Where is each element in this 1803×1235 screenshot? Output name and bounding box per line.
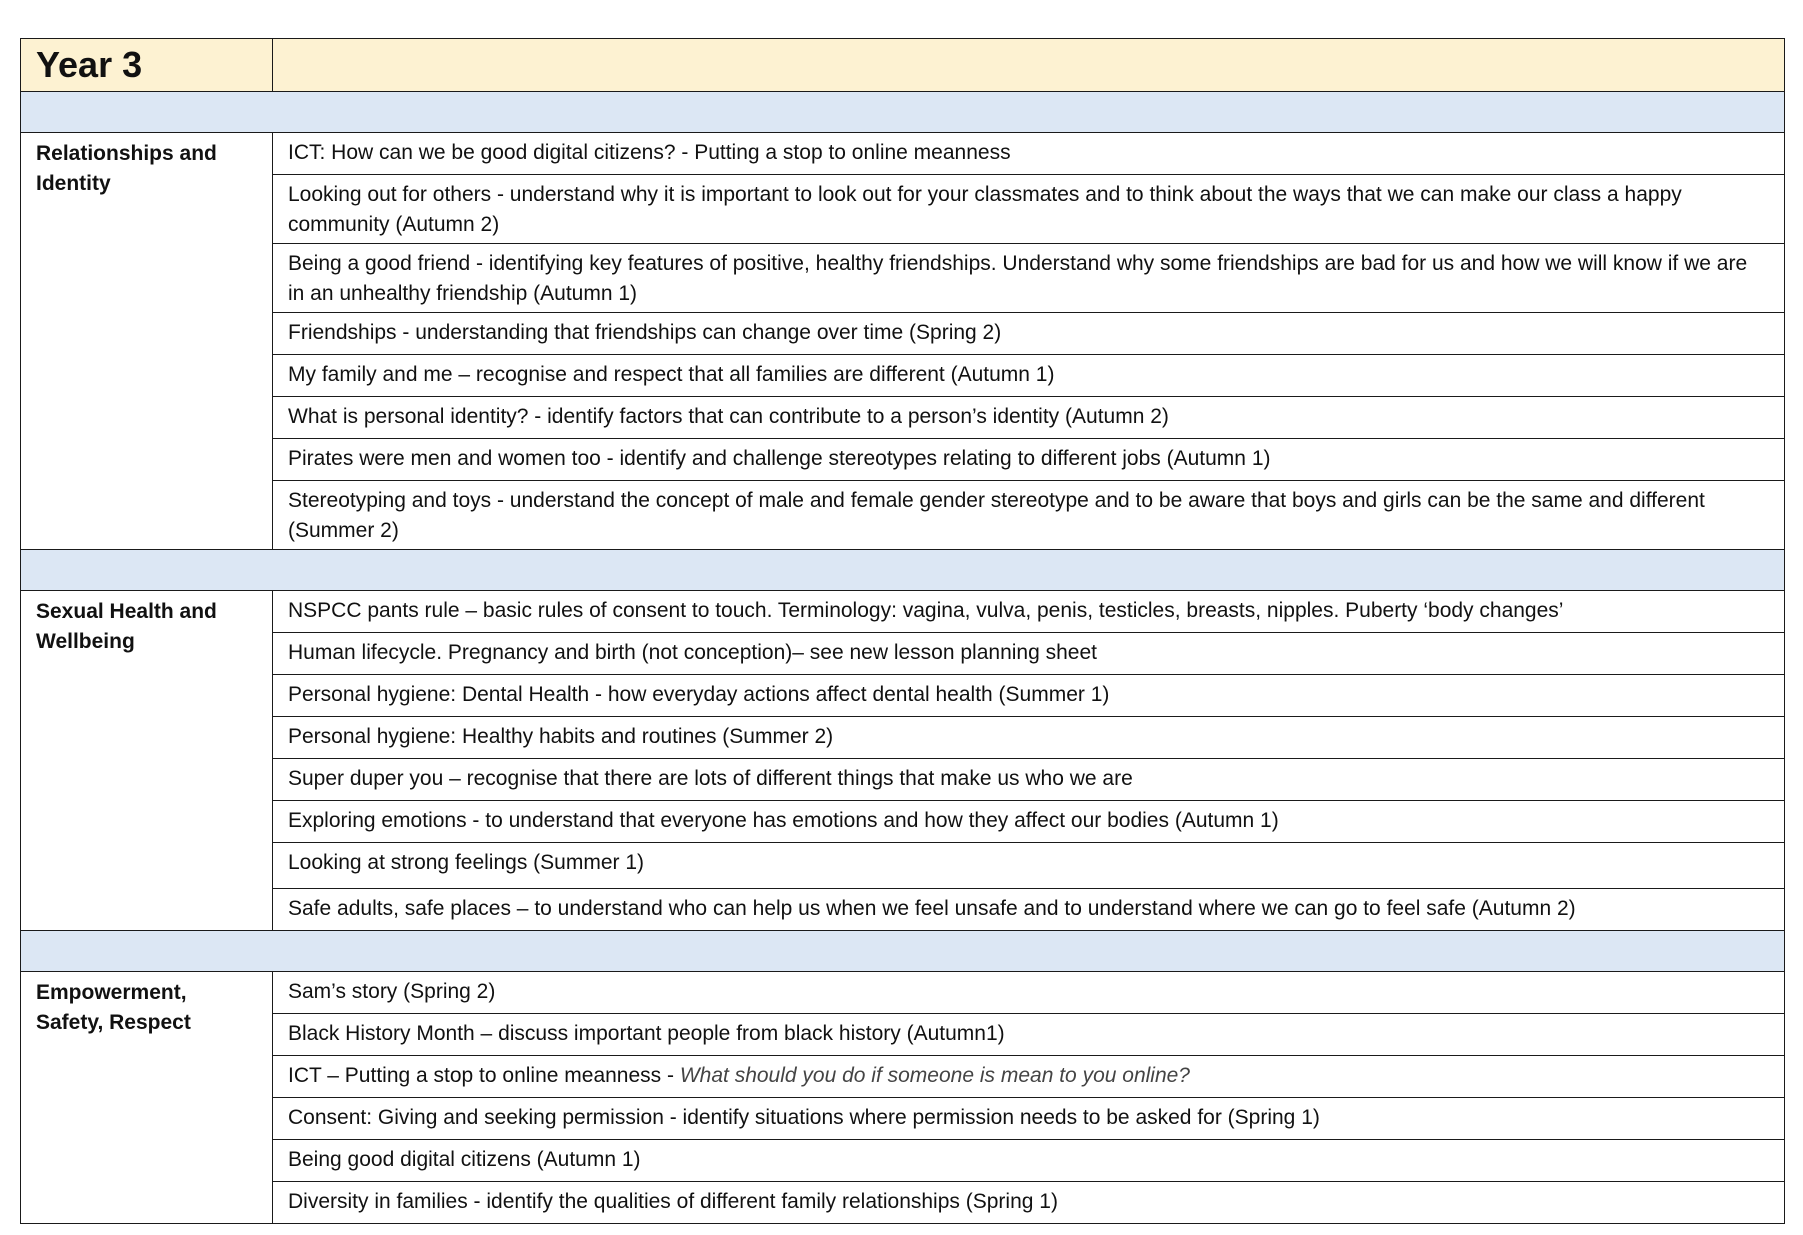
topic-cell: Being a good friend - identifying key features of positive, healthy friendships. Understand why some friendships are bad for us and how we will know if we are in an unhealthy friendship (Autumn 1) bbox=[273, 244, 1785, 313]
topic-cell: Looking at strong feelings (Summer 1) bbox=[273, 843, 1785, 889]
table-row bbox=[21, 972, 1785, 1014]
category-cell: Empowerment, Safety, Respect bbox=[21, 972, 273, 1224]
table-row bbox=[21, 1140, 1785, 1182]
table-row bbox=[21, 889, 1785, 931]
topic-cell: Stereotyping and toys - understand the concept of male and female gender stereotype and to be aware that boys and girls can be the same and different (Summer 2) bbox=[273, 481, 1785, 550]
topic-question: What should you do if someone is mean to you online? bbox=[679, 1064, 1190, 1087]
topic-cell: Friendships - understanding that friendships can change over time (Spring 2) bbox=[273, 313, 1785, 355]
title-blank-cell bbox=[273, 39, 1785, 92]
topic-cell-ict bbox=[273, 1056, 1785, 1098]
table-row bbox=[21, 675, 1785, 717]
table-row bbox=[21, 759, 1785, 801]
table-row bbox=[21, 175, 1785, 244]
topic-cell: My family and me – recognise and respect that all families are different (Autumn 1) bbox=[273, 355, 1785, 397]
table-row bbox=[21, 133, 1785, 175]
section-spacer-row bbox=[21, 550, 1785, 591]
year-title-cell bbox=[21, 39, 273, 92]
table-row bbox=[21, 843, 1785, 889]
table-row bbox=[21, 481, 1785, 550]
table-row bbox=[21, 1056, 1785, 1098]
topic-cell: Consent: Giving and seeking permission - identify situations where permission needs to be asked for (Spring 1) bbox=[273, 1098, 1785, 1140]
topic-cell: Exploring emotions - to understand that everyone has emotions and how they affect our bodies (Autumn 1) bbox=[273, 801, 1785, 843]
table-row bbox=[21, 717, 1785, 759]
topic-cell: Sam’s story (Spring 2) bbox=[273, 972, 1785, 1014]
topic-cell: Black History Month – discuss important people from black history (Autumn1) bbox=[273, 1014, 1785, 1056]
topic-cell: Safe adults, safe places – to understand who can help us when we feel unsafe and to understand where we can go to feel safe (Autumn 2) bbox=[273, 889, 1785, 931]
category-cell: Relationships and Identity bbox=[21, 133, 273, 550]
table-row bbox=[21, 1098, 1785, 1140]
title-row bbox=[21, 39, 1785, 92]
table-row bbox=[21, 244, 1785, 313]
year3-curriculum-table bbox=[20, 38, 1785, 1224]
table-row bbox=[21, 1014, 1785, 1056]
topic-cell: NSPCC pants rule – basic rules of consent to touch. Terminology: vagina, vulva, penis, testicles, breasts, nipples. Puberty ‘body changes’ bbox=[273, 591, 1785, 633]
table-row bbox=[21, 633, 1785, 675]
table-row bbox=[21, 397, 1785, 439]
topic-cell: Personal hygiene: Dental Health - how everyday actions affect dental health (Summer 1) bbox=[273, 675, 1785, 717]
topic-cell: Diversity in families - identify the qualities of different family relationships (Spring 1) bbox=[273, 1182, 1785, 1224]
table-row bbox=[21, 801, 1785, 843]
topic-cell: Super duper you – recognise that there are lots of different things that make us who we are bbox=[273, 759, 1785, 801]
category-cell: Sexual Health and Wellbeing bbox=[21, 591, 273, 931]
topic-cell: Looking out for others - understand why it is important to look out for your classmates and to think about the ways that we can make our class a happy community (Autumn 2) bbox=[273, 175, 1785, 244]
topic-text: ICT – Putting a stop to online meanness - bbox=[288, 1064, 674, 1087]
table-row bbox=[21, 355, 1785, 397]
topic-cell: Personal hygiene: Healthy habits and routines (Summer 2) bbox=[273, 717, 1785, 759]
section-spacer-row bbox=[21, 931, 1785, 972]
table-row bbox=[21, 439, 1785, 481]
topic-cell: ICT: How can we be good digital citizens? - Putting a stop to online meanness bbox=[273, 133, 1785, 175]
year-title: Year 3 bbox=[36, 43, 143, 85]
table-row bbox=[21, 1182, 1785, 1224]
topic-cell: Human lifecycle. Pregnancy and birth (not conception)– see new lesson planning sheet bbox=[273, 633, 1785, 675]
table-row bbox=[21, 313, 1785, 355]
topic-cell: What is personal identity? - identify factors that can contribute to a person’s identity (Autumn 2) bbox=[273, 397, 1785, 439]
table-row bbox=[21, 591, 1785, 633]
topic-cell: Pirates were men and women too - identify and challenge stereotypes relating to different jobs (Autumn 1) bbox=[273, 439, 1785, 481]
section-spacer-row bbox=[21, 92, 1785, 133]
topic-cell: Being good digital citizens (Autumn 1) bbox=[273, 1140, 1785, 1182]
